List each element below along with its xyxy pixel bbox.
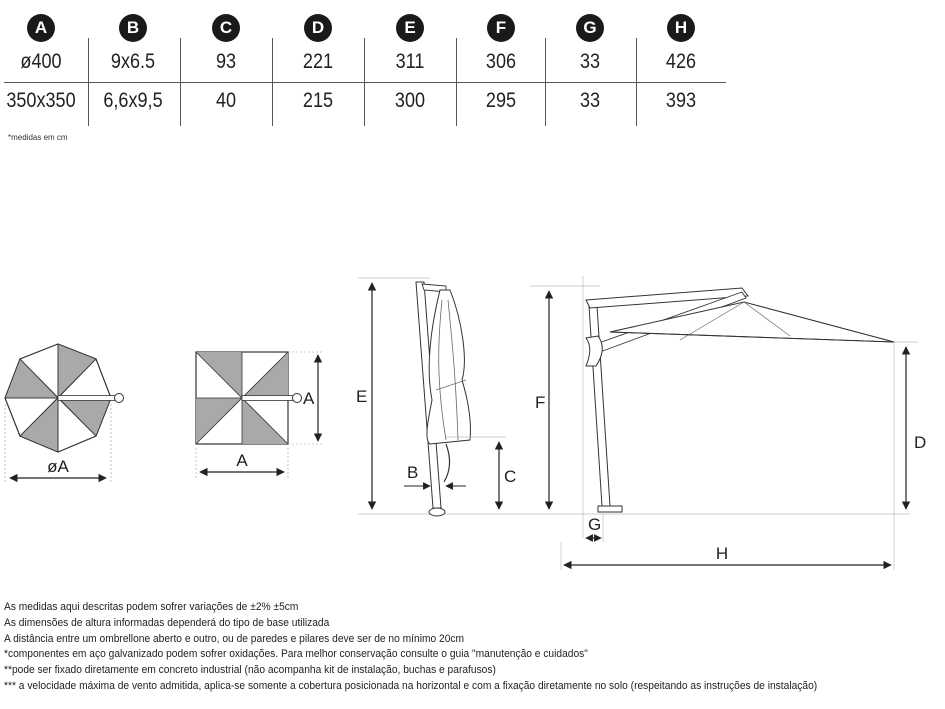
header-d: D (304, 14, 332, 42)
label-closed-height: E (356, 387, 368, 406)
round-canopy-top-view (5, 344, 124, 484)
cell-r2-f: 295 (485, 89, 517, 112)
cell-r1-f: 306 (485, 50, 517, 73)
label-square-height: A (303, 389, 315, 408)
units-note: *medidas em cm (8, 133, 68, 142)
header-f: F (487, 14, 515, 42)
cell-r1-g: 33 (579, 50, 601, 73)
cell-r1-h: 426 (665, 50, 697, 73)
header-c: C (212, 14, 240, 42)
cell-r2-e: 300 (394, 89, 426, 112)
cell-r2-c: 40 (215, 89, 237, 112)
header-g: G (576, 14, 604, 42)
footnote-base: As dimensões de altura informadas dependerá do tipo de base utilizada (4, 616, 330, 629)
cell-r2-h: 393 (665, 89, 697, 112)
footnote-wind: *** a velocidade máxima de vento admitida, aplica-se somente a cobertura posicionada na horizontal e com a fixação diretamente no solo (respeitando as instruções de instalação) (4, 679, 818, 692)
label-open-height: F (535, 393, 546, 412)
cell-r1-a: ø400 (20, 50, 62, 73)
closed-umbrella-side-view (356, 278, 560, 516)
cell-r1-b: 9x6.5 (110, 50, 156, 73)
cell-r2-d: 215 (302, 89, 334, 112)
label-reach: H (715, 544, 729, 563)
cell-r2-b: 6,6x9,5 (103, 89, 163, 112)
label-pole-width: B (407, 463, 419, 482)
cell-r1-c: 93 (215, 50, 237, 73)
label-square-width: A (236, 451, 248, 470)
cell-r1-e: 311 (395, 50, 425, 73)
label-canopy-height: D (914, 433, 927, 452)
open-umbrella-side-view (530, 276, 926, 570)
footnote-distance: A distância entre um ombrellone aberto e outro, ou de paredes e pilares deve ser de no mínimo 20cm (4, 632, 465, 645)
cell-r2-g: 33 (579, 89, 601, 112)
cell-r1-d: 221 (302, 50, 334, 73)
header-b: B (119, 14, 147, 42)
square-canopy-top-view (196, 352, 324, 478)
footnote-tolerance: As medidas aqui descritas podem sofrer variações de ±2% ±5cm (4, 601, 299, 613)
footnote-oxidation: *componentes em aço galvanizado podem sofrer oxidações. Para melhor conservação consulte o guia "manutenção e cuidados" (4, 648, 588, 661)
footnotes (4, 600, 944, 695)
label-offset: G (588, 515, 602, 534)
header-a: A (27, 14, 55, 42)
label-base-height: C (504, 467, 517, 486)
header-e: E (396, 14, 424, 42)
cell-r2-a: 350x350 (6, 89, 76, 112)
header-h: H (667, 14, 695, 42)
footnote-concrete: **pode ser fixado diretamente em concreto industrial (não acompanha kit de instalação, buchas e parafusos) (4, 664, 496, 677)
label-round-diameter: øA (47, 457, 69, 476)
